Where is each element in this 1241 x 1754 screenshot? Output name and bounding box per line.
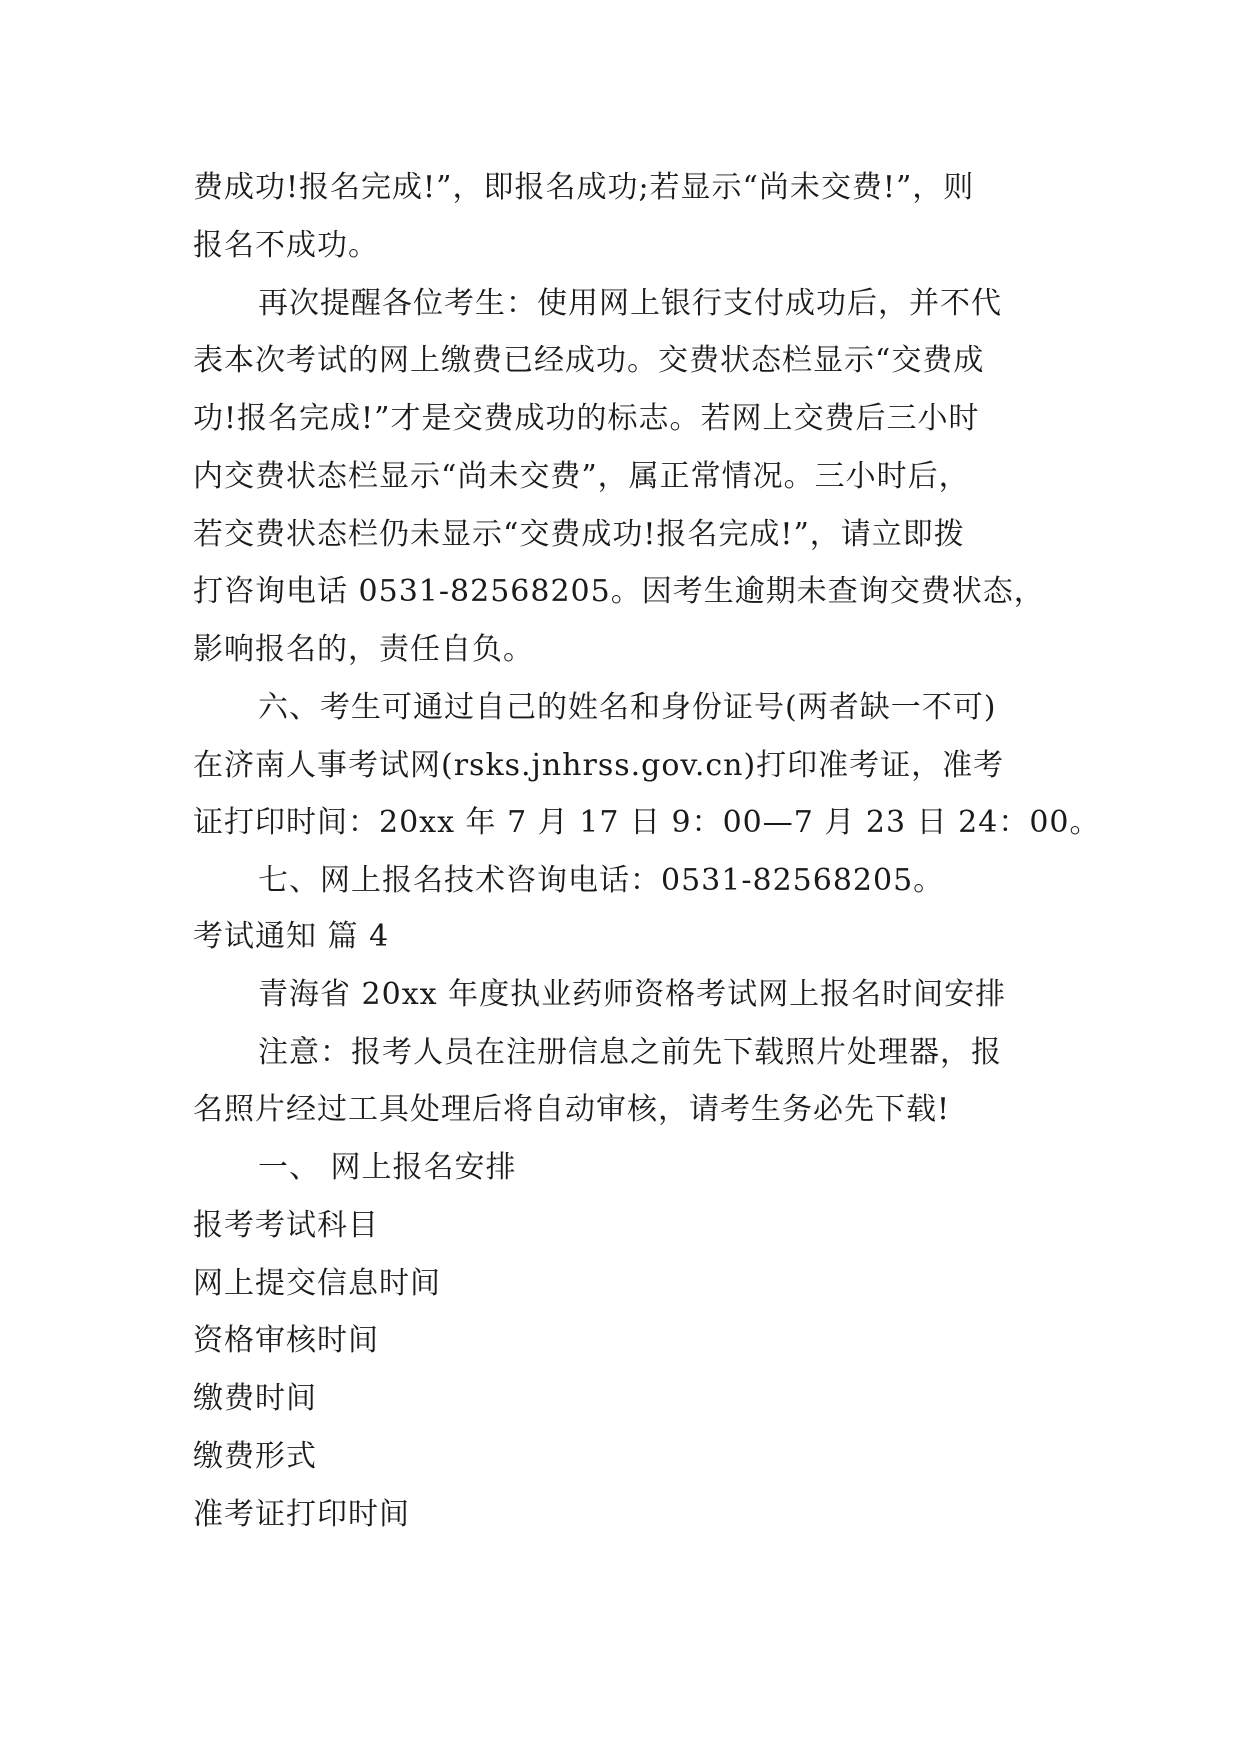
body-text-line: 再次提醒各位考生：使用网上银行支付成功后，并不代 [258,286,1002,321]
body-text-line: 内交费状态栏显示“尚未交费”，属正常情况。三小时后， [193,459,970,494]
body-text-line: 名照片经过工具处理后将自动审核，请考生务必先下载! [193,1092,951,1127]
body-text-line: 在济南人事考试网(rsks.jnhrss.gov.cn)打印准考证，准考 [193,748,1005,783]
list-item: 资格审核时间 [193,1323,379,1358]
list-item: 缴费形式 [193,1439,317,1474]
list-item: 缴费时间 [193,1381,317,1416]
body-text-line: 费成功!报名完成!”，即报名成功;若显示“尚未交费!”，则 [193,170,975,205]
body-text-line: 表本次考试的网上缴费已经成功。交费状态栏显示“交费成 [193,343,985,378]
body-text-line: 注意：报考人员在注册信息之前先下载照片处理器，报 [258,1035,1002,1070]
list-item: 网上提交信息时间 [193,1266,441,1301]
list-item: 报考考试科目 [193,1208,379,1243]
section-heading: 考试通知 篇 4 [193,919,390,954]
body-text-line: 七、网上报名技术咨询电话：0531-82568205。 [258,863,945,898]
body-text-line: 影响报名的，责任自负。 [193,632,534,667]
body-text-line: 报名不成功。 [193,228,379,263]
body-text-line: 打咨询电话 0531-82568205。因考生逾期未查询交费状态， [193,574,1045,609]
subsection-heading: 一、 网上报名安排 [258,1150,517,1185]
body-text-line: 若交费状态栏仍未显示“交费成功!报名完成!”，请立即拨 [193,517,965,552]
body-text-line: 证打印时间：20xx 年 7 月 17 日 9：00—7 月 23 日 24：00。 [193,805,1101,840]
list-item: 准考证打印时间 [193,1497,410,1532]
body-text-line: 功!报名完成!”才是交费成功的标志。若网上交费后三小时 [193,401,980,436]
body-text-line: 青海省 20xx 年度执业药师资格考试网上报名时间安排 [258,977,1007,1012]
body-text-line: 六、考生可通过自己的姓名和身份证号(两者缺一不可) [258,690,997,725]
